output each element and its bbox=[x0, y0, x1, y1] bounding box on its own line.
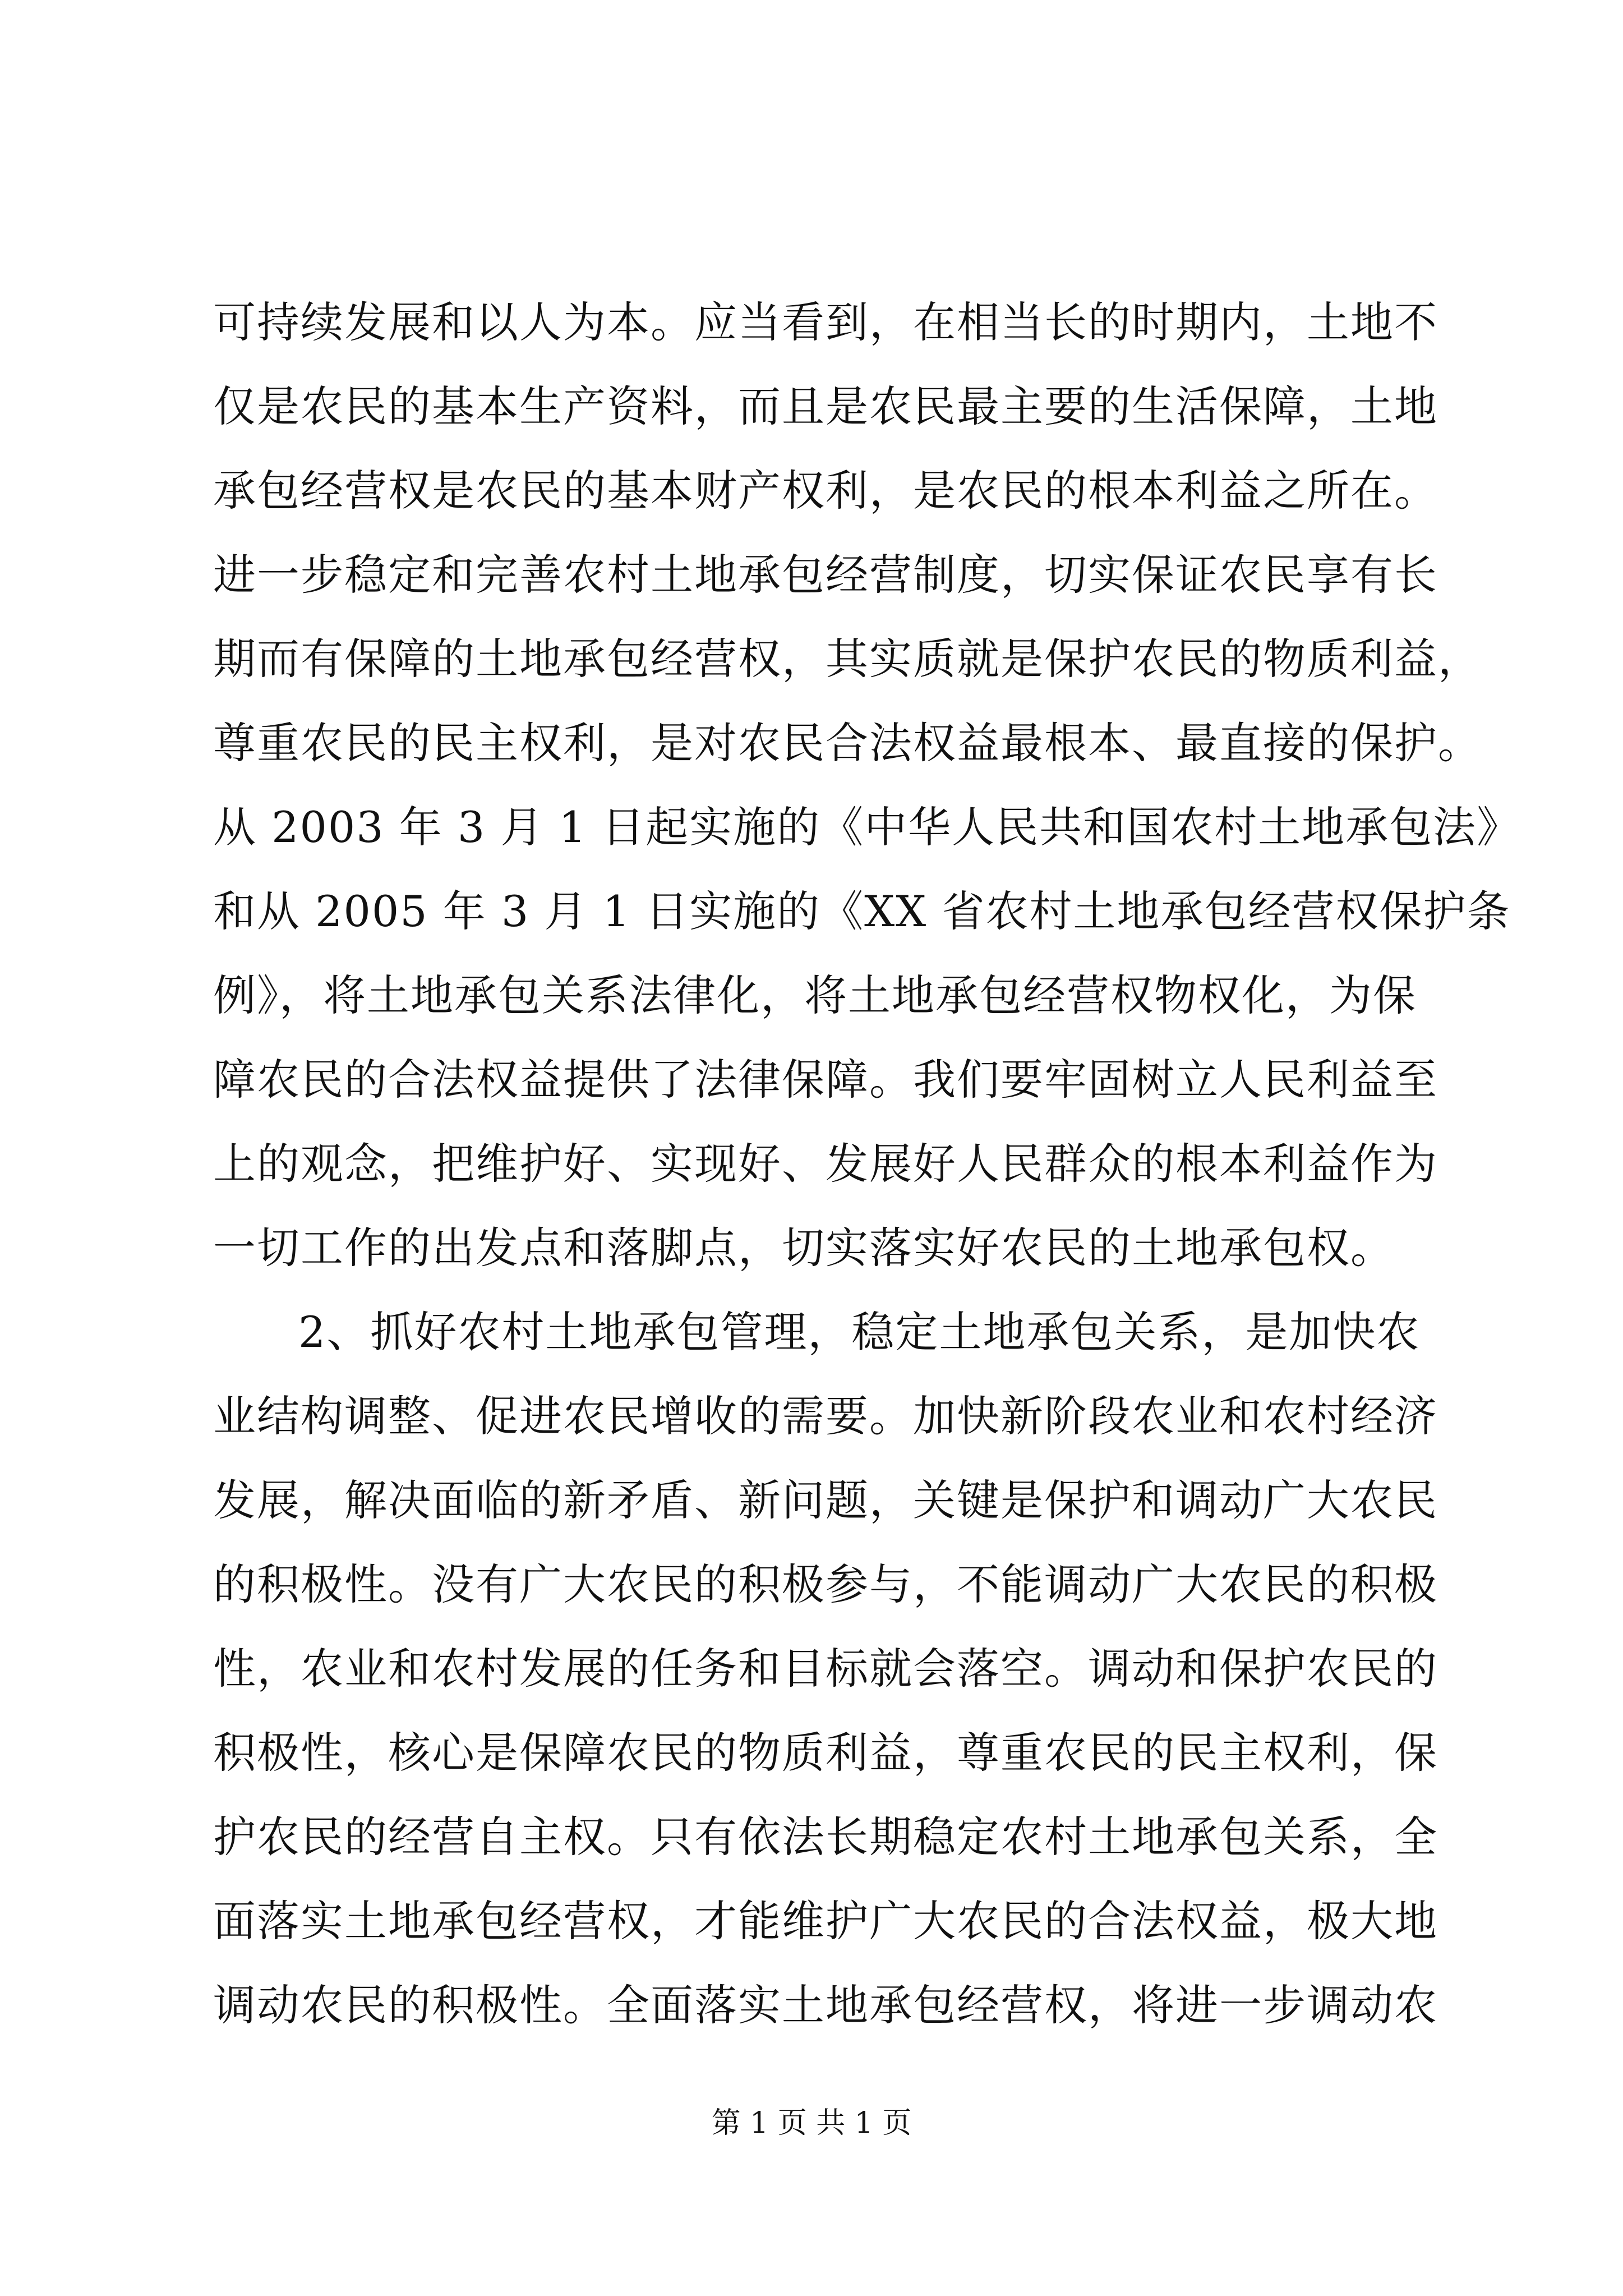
text-line: 从 2003 年 3 月 1 日起实施的《中华人民共和国农村土地承包法》 bbox=[213, 802, 1521, 852]
text-line: 面落实土地承包经营权，才能维护广大农民的合法权益，极大地 bbox=[213, 1896, 1438, 1946]
text-line: 承包经营权是农民的基本财产权利，是农民的根本利益之所在。 bbox=[213, 466, 1438, 516]
text-line: 调动农民的积极性。全面落实土地承包经营权，将进一步调动农 bbox=[213, 1980, 1438, 2030]
text-line: 进一步稳定和完善农村土地承包经营制度，切实保证农民享有长 bbox=[213, 550, 1438, 600]
text-line: 一切工作的出发点和落脚点，切实落实好农民的土地承包权。 bbox=[213, 1223, 1394, 1273]
paragraph-start-line: 2、抓好农村土地承包管理，稳定土地承包关系，是加快农 bbox=[298, 1307, 1421, 1357]
text-line: 期而有保障的土地承包经营权，其实质就是保护农民的物质利益， bbox=[213, 634, 1482, 684]
text-line: 积极性，核心是保障农民的物质利益，尊重农民的民主权利，保 bbox=[213, 1728, 1438, 1778]
text-line: 尊重农民的民主权利，是对农民合法权益最根本、最直接的保护。 bbox=[213, 718, 1482, 768]
text-line: 的积极性。没有广大农民的积极参与，不能调动广大农民的积极 bbox=[213, 1559, 1438, 1609]
text-line: 障农民的合法权益提供了法律保障。我们要牢固树立人民利益至 bbox=[213, 1055, 1438, 1105]
text-line: 和从 2005 年 3 月 1 日实施的《XX 省农村土地承包经营权保护条 bbox=[213, 886, 1511, 936]
text-line: 仅是农民的基本生产资料，而且是农民最主要的生活保障，土地 bbox=[213, 381, 1438, 431]
text-line: 护农民的经营自主权。只有依法长期稳定农村土地承包关系，全 bbox=[213, 1812, 1438, 1862]
page-footer: 第 1 页 共 1 页 bbox=[711, 2106, 912, 2140]
body-text bbox=[213, 280, 1521, 2047]
text-line: 性，农业和农村发展的任务和目标就会落空。调动和保护农民的 bbox=[213, 1644, 1438, 1694]
text-line: 例》，将土地承包关系法律化，将土地承包经营权物权化，为保 bbox=[213, 970, 1417, 1020]
text-line: 可持续发展和以人为本。应当看到，在相当长的时期内，土地不 bbox=[213, 297, 1438, 347]
text-line: 发展，解决面临的新矛盾、新问题，关键是保护和调动广大农民 bbox=[213, 1475, 1438, 1525]
text-line: 上的观念，把维护好、实现好、发展好人民群众的根本利益作为 bbox=[213, 1139, 1438, 1189]
text-line: 业结构调整、促进农民增收的需要。加快新阶段农业和农村经济 bbox=[213, 1391, 1438, 1441]
